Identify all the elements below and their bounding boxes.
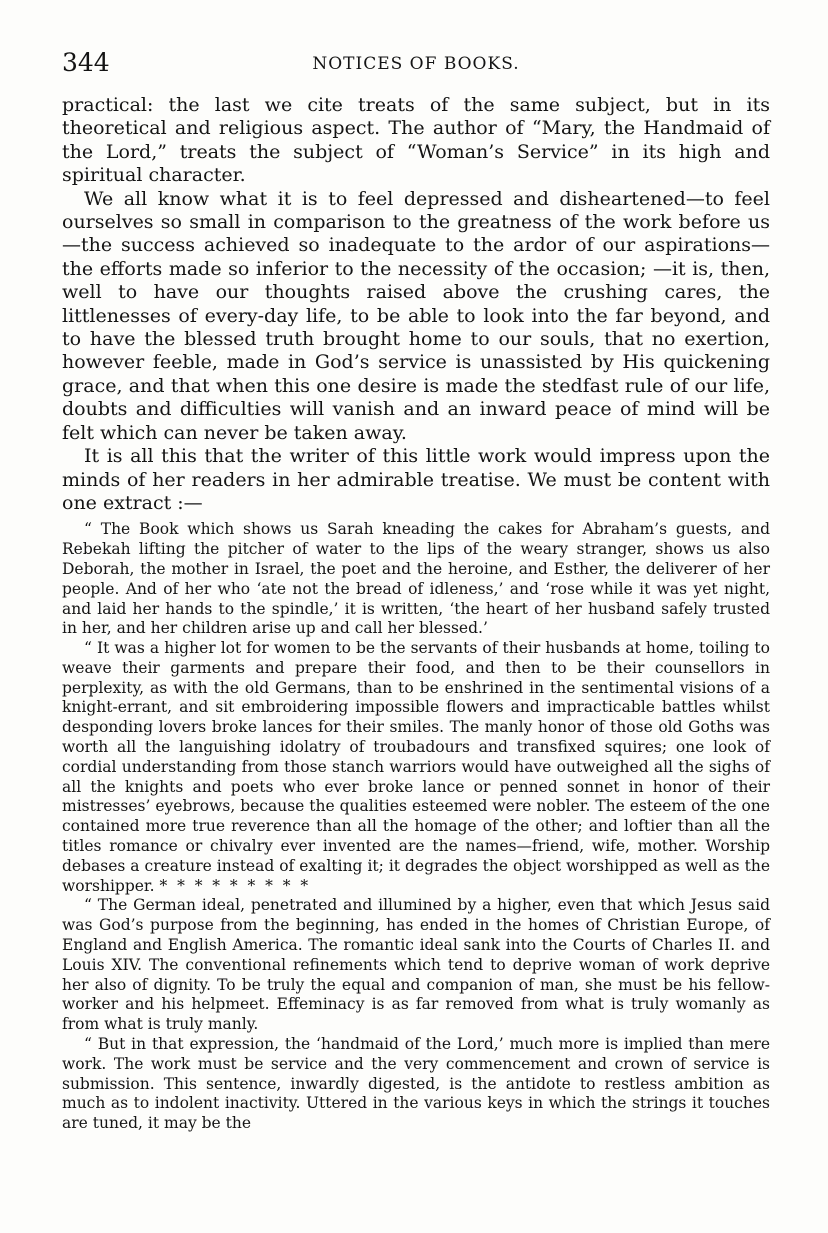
- quote-paragraph: “ The German ideal, penetrated and illumined by a higher, even that which Jesus said was God’s purpose from the beginning, has ended in the homes of Christian Europe, of England and English America. The romantic ideal sank into the Courts of Charles II. and Louis XIV. The conventional refinements which tend to deprive woman of work deprive her also of dignity. To be truly the equal and companion of man, she must be his fellow-worker and his helpmeet. Effeminacy is as far removed from what is truly womanly as from what is truly manly.: [62, 896, 770, 1034]
- quote-paragraph: “ But in that expression, the ‘handmaid of the Lord,’ much more is implied than mere work. The work must be service and the very commencement and crown of service is submission. This sentence, inwardly digested, is the antidote to restless ambition as much as to indolent inactivity. Uttered in the various keys in which the strings it touches are tuned, it may be the: [62, 1035, 770, 1133]
- main-text: [62, 94, 770, 515]
- main-paragraph: It is all this that the writer of this little work would impress upon the minds of her readers in her admirable treatise. We must be content with one extract :—: [62, 445, 770, 514]
- section-break: * * * * * * * * *: [159, 876, 309, 895]
- extract-quote: [62, 520, 770, 1134]
- main-paragraph: practical: the last we cite treats of the same subject, but in its theoretical and religious aspect. The author of “Mary, the Handmaid of the Lord,” treats the subject of “Woman’s Service” in its high and spiritual character.: [62, 94, 770, 187]
- quote-paragraph: “ The Book which shows us Sarah kneading the cakes for Abraham’s guests, and Rebekah lifting the pitcher of water to the lips of the weary stranger, shows us also Deborah, the mother in Israel, the poet and the heroine, and Esther, the deliverer of her people. And of her who ‘ate not the bread of idleness,’ and ‘rose while it was yet night, and laid her hands to the spindle,’ it is written, ‘the heart of her husband safely trusted in her, and her children arise up and call her blessed.’: [62, 520, 770, 638]
- page-body: [62, 94, 770, 1134]
- page-number: 344: [62, 48, 110, 77]
- quote-paragraph: [62, 639, 770, 896]
- quote-text: “ It was a higher lot for women to be the servants of their husbands at home, toiling to weave their garments and prepare their food, and then to be their counsellors in perplexity, as with the old Germans, than to be enshrined in the sentimental visions of a knight-errant, and sit embroidering impossible flowers and impracticable battles whilst desponding lovers broke lances for their smiles. The manly honor of those old Goths was worth all the languishing idolatry of troubadours and transfixed squires; one look of cordial understanding from those stanch warriors would have outweighed all the sighs of all the knights and poets who ever broke lance or penned sonnet in honor of their mistresses’ eyebrows, because the qualities esteemed were nobler. The esteem of the one contained more true reverence than all the homage of the other; and loftier than all the titles romance or chivalry ever invented are the names—friend, wife, mother. Worship debases a creature instead of exalting it; it degrades the object worshipped as well as the worshipper.: [62, 639, 770, 895]
- page-header: [62, 48, 770, 78]
- main-paragraph: We all know what it is to feel depressed and disheartened—to feel ourselves so small in comparison to the greatness of the work before us—the success achieved so inadequate to the ardor of our aspirations—the efforts made so inferior to the necessity of the occasion; —it is, then, well to have our thoughts raised above the crushing cares, the littlenesses of every-day life, to be able to look into the far beyond, and to have the blessed truth brought home to our souls, that no exertion, however feeble, made in God’s service is unassisted by His quickening grace, and that when this one desire is made the stedfast rule of our life, doubts and difficulties will vanish and an inward peace of mind will be felt which can never be taken away.: [62, 187, 770, 444]
- running-title: NOTICES OF BOOKS.: [312, 54, 520, 74]
